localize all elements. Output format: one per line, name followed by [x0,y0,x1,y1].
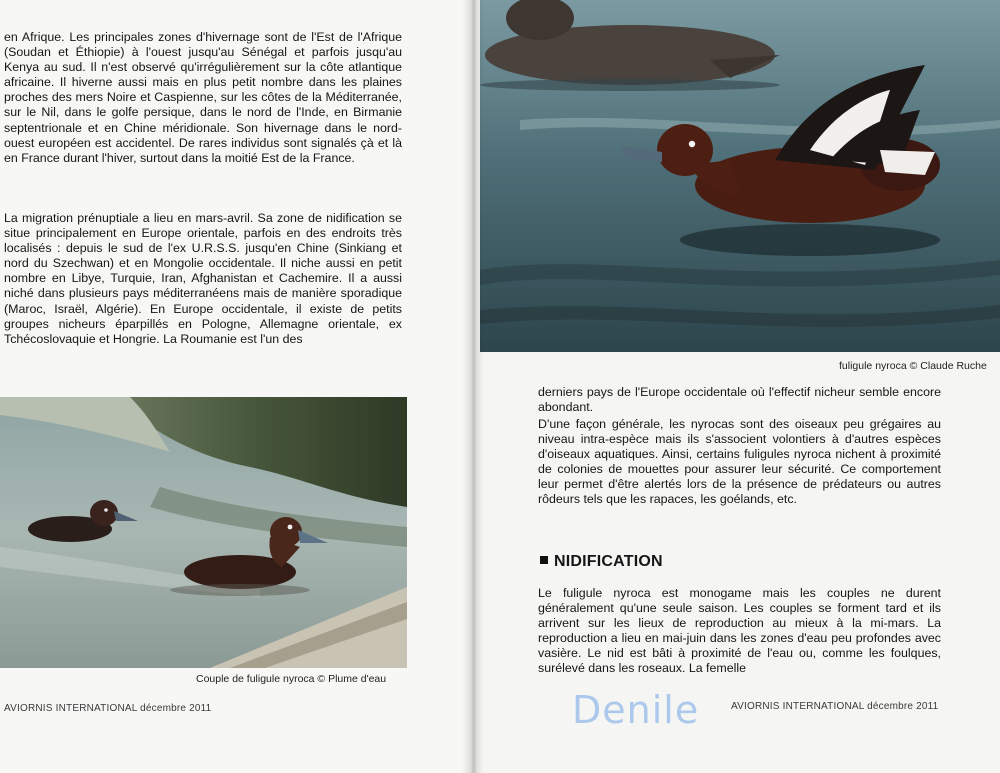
right-paragraph-2: D'une façon générale, les nyrocas sont des oiseaux peu grégaires au niveau intra-espèce mais ils s'associent volontiers à d'autres espèces d'oiseaux aquatiques. Ainsi, certains fuligules nyroca nichent à proximité de colonies de mouettes pour assurer leur sécurité. Ce comportement leur permet d'être alertés lors de la présence de prédateurs ou autres rôdeurs tels que les rapaces, les goélands, etc. [538,417,941,507]
right-paragraph-1: derniers pays de l'Europe occidentale où l'effectif nicheur semble encore abondant. [538,385,941,415]
right-page-footer: AVIORNIS INTERNATIONAL décembre 2011 [731,701,939,712]
nyroca-duck-photo [480,0,1000,352]
right-photo-caption: fuligule nyroca © Claude Ruche [839,360,987,372]
section-heading-nidification [540,553,663,571]
nidification-paragraph: Le fuligule nyroca est monogame mais les couples ne durent généralement qu'une seule saison. Les couples se forment tard et ils arrivent sur les lieux de reproduction au mieux à la mi-mars. La reproduction a lieu en mai-juin dans les zones d'eau peu profondes avec vasière. Le nid est bâti à proximité de l'eau ou, comme les foulques, surélevé dans les roseaux. La femelle [538,586,941,676]
section-heading-text: NIDIFICATION [554,553,663,570]
left-paragraph-2: La migration prénuptiale a lieu en mars-avril. Sa zone de nidification se situe principalement en Europe orientale, parfois en des endroits très localisés : depuis le sud de l'ex U.R.S.S. jusqu'en Chine (Sinkiang et nord du Szechwan) et en Mongolie occidentale. Il niche aussi en petit nombre en Libye, Turquie, Iran, Afghanistan et Cachemire. Il a aussi niché dans plusieurs pays méditerranéens mais de manière sporadique (Maroc, Israël, Algérie). En Europe occidentale, il existe de petits groupes nicheurs éparpillés en Pologne, Allemagne orientale, ex Tchécoslovaquie et Hongrie. La Roumanie est l'un des [4,211,402,346]
left-paragraph-1: en Afrique. Les principales zones d'hivernage sont de l'Est de l'Afrique (Soudan et Éthiopie) à l'ouest jusqu'au Sénégal et parfois jusqu'au Kenya au sud. Il n'est observé qu'irrégulièrement sur la côte atlantique africaine. Il hiverne aussi mais en plus petit nombre dans les plaines proches des mers Noire et Caspienne, sur les côtes de la Méditerranée, sur le Nil, dans le golfe persique, dans le nord de l'Inde, en Birmanie septentrionale et en Chine méridionale. Son hivernage dans le nord-ouest européen est accidentel. De rares individus sont signalés çà et là en France durant l'hiver, surtout dans la moitié Est de la France. [4,30,402,165]
heading-bullet-icon [540,556,548,564]
left-page [0,0,472,773]
duck-couple-photo [0,397,407,668]
right-page [472,0,1000,773]
left-photo-caption: Couple de fuligule nyroca © Plume d'eau [196,673,387,685]
book-spine-shadow [462,0,484,773]
left-page-footer: AVIORNIS INTERNATIONAL décembre 2011 [4,703,212,714]
watermark-signature: Denile [572,688,700,732]
